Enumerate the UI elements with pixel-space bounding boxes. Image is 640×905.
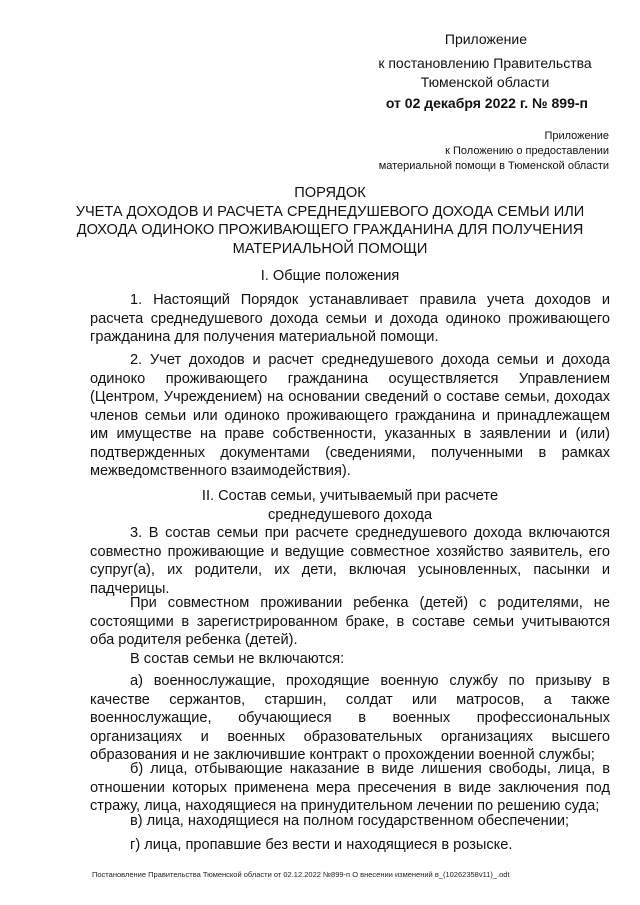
- header-date-number: от 02 декабря 2022 г. № 899-п: [385, 95, 588, 111]
- paragraph-5: В состав семьи не включаются:: [130, 651, 345, 667]
- list-item-a: а) военнослужащие, проходящие военную службу по призыву в качестве сержантов, старшин, солдат или матросов, а также военнослужащие, обучающиеся в военных профессиональных организациях и военных образовательных организациях высшего образования и не заключившие контракт о прохождении военной службы;: [90, 673, 610, 763]
- header-appendix: Приложение: [444, 31, 527, 47]
- paragraph-4: При совместном проживании ребенка (детей) с родителями, не состоящими в зарегистрированном браке, в составе семьи учитываются оба родителя ребенка (детей).: [90, 595, 610, 648]
- paragraph-2: 2. Учет доходов и расчет среднедушевого дохода семьи и дохода одиноко проживающего гражданина осуществляется Управлением (Центром, Учреждением) на основании сведений о составе семьи, доходах членов семьи или одиноко проживающего гражданина и принадлежащем им имуществе на праве собственности, указанных в заявлении и (или) подтвержденных документами (сведениями, полученными в рамках межведомственного взаимодействия).: [90, 352, 610, 479]
- list-item-b: б) лица, отбывающие наказание в виде лишения свободы, лица, в отношении которых применена мера пресечения в виде заключения под стражу, лица, находящиеся на принудительном лечении по решению суда;: [90, 761, 610, 814]
- paragraph-1: 1. Настоящий Порядок устанавливает правила учета доходов и расчета среднедушевого дохода семьи и дохода одиноко проживающего гражданина для получения материальной помощи.: [90, 292, 610, 345]
- paragraph-3: 3. В состав семьи при расчете среднедушевого дохода включаются совместно проживающие и ведущие совместное хозяйство заявитель, его супруг(а), их родители, их дети, включая усыновленных, пасынки и падчерицы.: [90, 525, 610, 597]
- header-region-line: Тюменской области: [420, 74, 550, 90]
- list-item-d: г) лица, пропавшие без вести и находящиеся в розыске.: [130, 837, 513, 853]
- list-item-c: в) лица, находящиеся на полном государственном обеспечении;: [130, 813, 570, 829]
- document-title: ПОРЯДОК УЧЕТА ДОХОДОВ И РАСЧЕТА СРЕДНЕДУШЕВОГО ДОХОДА СЕМЬИ ИЛИ ДОХОДА ОДИНОКО ПРОЖИВАЮЩЕГО ГРАЖДАНИНА ДЛЯ ПОЛУЧЕНИЯ МАТЕРИАЛЬНОЙ ПОМОЩИ: [75, 185, 585, 257]
- header2-block: [330, 129, 609, 174]
- header-block-resolution: [360, 54, 610, 92]
- section-1-heading: I. Общие положения: [260, 268, 400, 284]
- section-2-heading: II. Состав семьи, учитываемый при расчете среднедушевого дохода: [201, 488, 499, 523]
- header2-aid: материальной помощи в Тюменской области: [378, 160, 609, 172]
- header-block: [300, 30, 527, 49]
- header2-appendix: Приложение: [544, 130, 609, 142]
- header-resolution-line: к постановлению Правительства: [378, 55, 592, 71]
- page-footer: Постановление Правительства Тюменской области от 02.12.2022 №899-п О внесении изменений в_(10262358v11)_.odt: [92, 870, 510, 879]
- header2-regulation: к Положению о предоставлении: [445, 145, 609, 157]
